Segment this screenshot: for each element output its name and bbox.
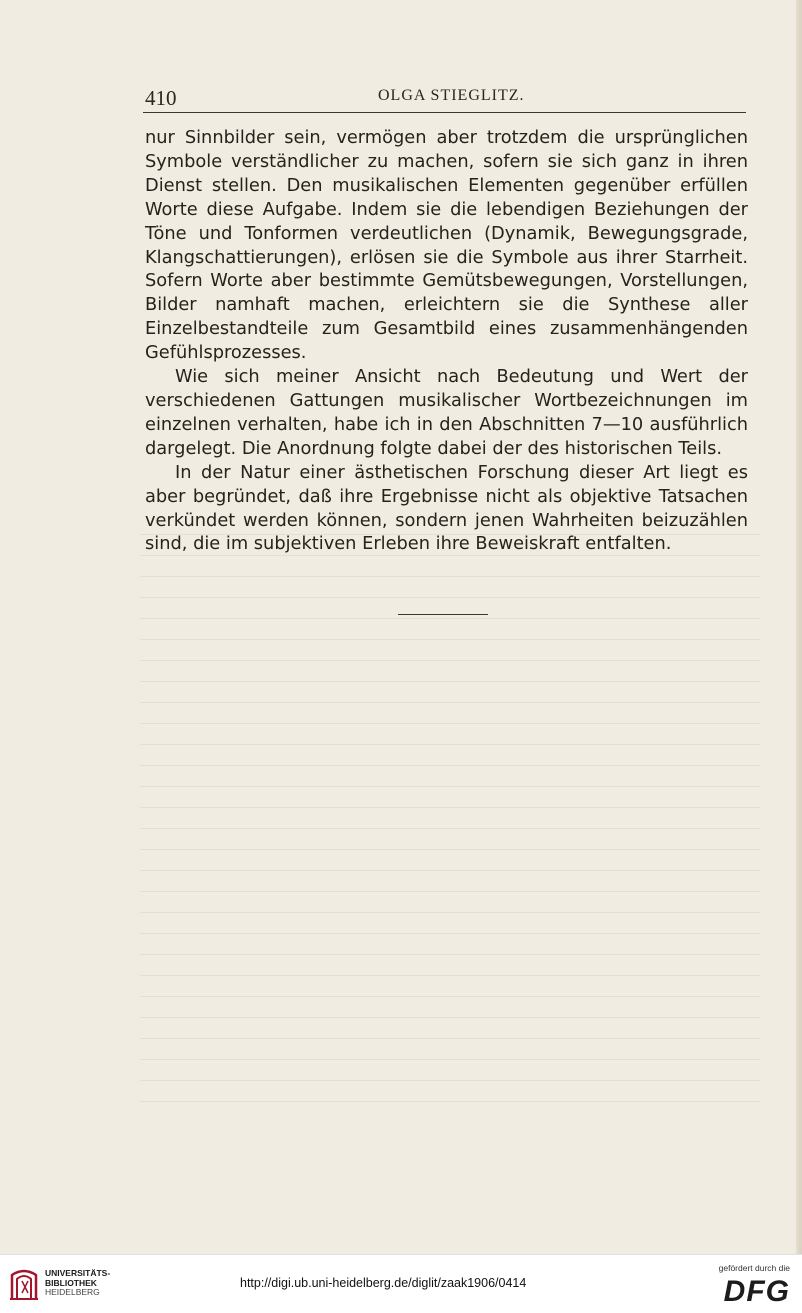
page-edge [796,0,802,1254]
paragraph: In der Natur einer ästhetischen Forschung dieser Art liegt es aber begründet, daß ihre Ergebnisse nicht als objektive Tatsachen verkündet werden können, sondern jenen Wahrheiten beizuzählen sind, die im subjektiven Erleben ihre Beweiskraft entfalten. [145,461,748,555]
library-name[interactable] [45,1269,110,1298]
page-number: 410 [145,86,177,110]
viewer-footer [0,1254,802,1313]
source-url-link[interactable]: http://digi.ub.uni-heidelberg.de/diglit/zaak1906/0414 [240,1276,527,1290]
library-name-line3: HEIDELBERG [45,1287,100,1297]
library-name-line1: UNIVERSITÄTS- [45,1268,111,1278]
section-end-rule [398,614,488,615]
page-header [143,86,746,113]
library-name-line2: BIBLIOTHEK [45,1277,97,1288]
paragraph: nur Sinnbilder sein, vermögen aber trotzdem die ursprünglichen Symbole verständlicher zu machen, sofern sie sich ganz in ihren Dienst stellen. Den musikalischen Elementen gegenüber erfüllen Worte diese Aufgabe. Indem sie die lebendigen Beziehungen der Töne und Tonformen verdeutlichen (Dynamik, Bewegungsgrade, Klangschattierungen), erlösen sie die Symbole aus ihrer Starrheit. Sofern Worte aber bestimmte Gemütsbewegungen, Vorstellungen, Bilder namhaft machen, erleichtern sie die Synthese aller Einzelbestandteile zum Gesamtbild eines zusammenhängenden Gefühlsprozesses. [145,127,748,364]
funded-by-label: gefördert durch die [718,1263,790,1273]
show-through-texture [140,520,760,1120]
university-library-logo-icon[interactable] [8,1265,40,1301]
running-head: OLGA STIEGLITZ. [378,87,525,104]
paragraph: Wie sich meiner Ansicht nach Bedeutung und Wert der verschiedenen Gattungen musikalischer Wortbezeichnungen im einzelnen verhalten, habe ich in den Abschnitten 7—10 ausführlich dargelegt. Die Anordnung folgte dabei der des historischen Teils. [145,366,748,459]
body-text [145,126,748,556]
dfg-logo[interactable]: DFG [723,1275,790,1308]
